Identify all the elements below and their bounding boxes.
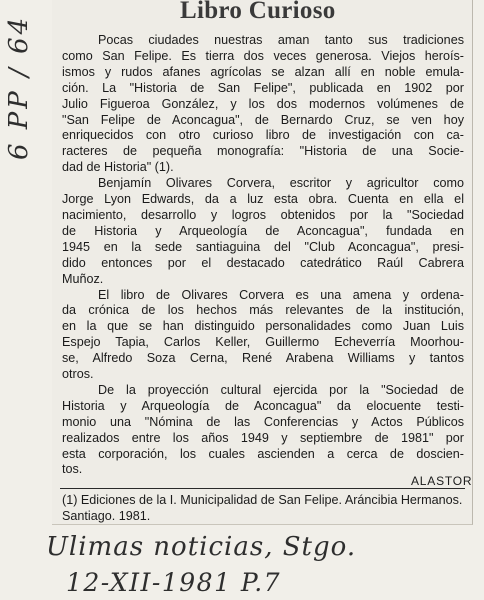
text-line: nacimiento, desarrollo y logros obtenidos por la "Sociedad bbox=[62, 207, 464, 222]
text-line: "San Felipe de Aconcagua", de Bernardo Cruz, se ven hoy bbox=[62, 112, 464, 127]
text-line: De la proyección cultural ejercida por la "Sociedad de bbox=[98, 382, 464, 397]
handwritten-date-note: 12-XII-1981 P.7 bbox=[66, 568, 282, 597]
footnote-divider bbox=[60, 488, 465, 489]
text-line: tos. bbox=[62, 462, 83, 477]
text-line: da crónica de los hechos más relevantes de la institución, bbox=[62, 303, 464, 318]
text-line: monio una "Nómina de las Conferencias y Actos Públicos bbox=[62, 414, 464, 429]
text-line: Benjamín Olivares Corvera, escritor y agricultor como bbox=[98, 176, 464, 191]
article-title: Libro Curioso bbox=[180, 0, 336, 24]
paragraph-1 bbox=[62, 33, 464, 176]
text-line: Muñoz. bbox=[62, 271, 104, 286]
text-line: en la que se han distinguido personalidades como Juan Luis bbox=[62, 319, 464, 334]
text-line: realizados entre los años 1949 y septiembre de 1981" por bbox=[62, 430, 464, 445]
handwritten-margin-note: 6 PP / 64 bbox=[4, 14, 34, 160]
text-line: enriquecidos con otro curioso libro de investigación con ca- bbox=[62, 128, 464, 143]
text-line: Pocas ciudades nuestras aman tanto sus tradiciones bbox=[98, 33, 464, 47]
text-line: se, Alfredo Soza Cerna, René Arabena Williams y tantos bbox=[62, 351, 464, 366]
text-line: dido entonces por el destacado catedrático Raúl Cabrera bbox=[62, 255, 464, 270]
author-signature: ALASTOR bbox=[411, 474, 473, 488]
text-line: ción. La "Historia de San Felipe", publicada en 1902 por bbox=[62, 80, 464, 95]
text-line: Historia y Arqueología de Aconcagua" da elocuente testi- bbox=[62, 398, 464, 413]
text-line: dad de Historia" (1). bbox=[62, 160, 174, 175]
handwritten-source-note: Ulimas noticias, Stgo. bbox=[46, 532, 357, 562]
text-line: Jorge Lyon Edwards, da a luz esta obra. Cuenta en ella el bbox=[62, 192, 464, 207]
text-line: Espejo Tapia, Carlos Keller, Guillermo Echeverría Moorhou- bbox=[62, 335, 464, 350]
text-line: otros. bbox=[62, 367, 94, 382]
text-line: como San Felipe. Es tierra dos veces generosa. Viejos heroís- bbox=[62, 48, 464, 63]
footnote: (1) Ediciones de la I. Municipalidad de San Felipe. Aráncibia Hermanos. Santiago. 1981. bbox=[62, 493, 463, 523]
text-line: de Historia y Arqueología de Aconcagua", fundada en bbox=[62, 223, 464, 238]
text-line: esta corporación, los cuales ascienden a cerca de doscien- bbox=[62, 446, 464, 461]
paragraph-2 bbox=[62, 176, 464, 287]
paragraph-4 bbox=[62, 383, 464, 478]
text-line: racteres de pequeña monografía: "Historia de una Socie- bbox=[62, 144, 464, 159]
article-body bbox=[62, 33, 464, 478]
text-line: El libro de Olivares Corvera es una amena y ordena- bbox=[98, 287, 464, 302]
text-line: ismos y rudos afanes agrícolas se alzan allí en noble emula- bbox=[62, 64, 464, 79]
paragraph-3 bbox=[62, 288, 464, 383]
text-line: 1945 en la sede santiaguina del "Club Aconcagua", presi- bbox=[62, 239, 464, 254]
text-line: Julio Figueroa González, y los dos modernos volúmenes de bbox=[62, 96, 464, 111]
